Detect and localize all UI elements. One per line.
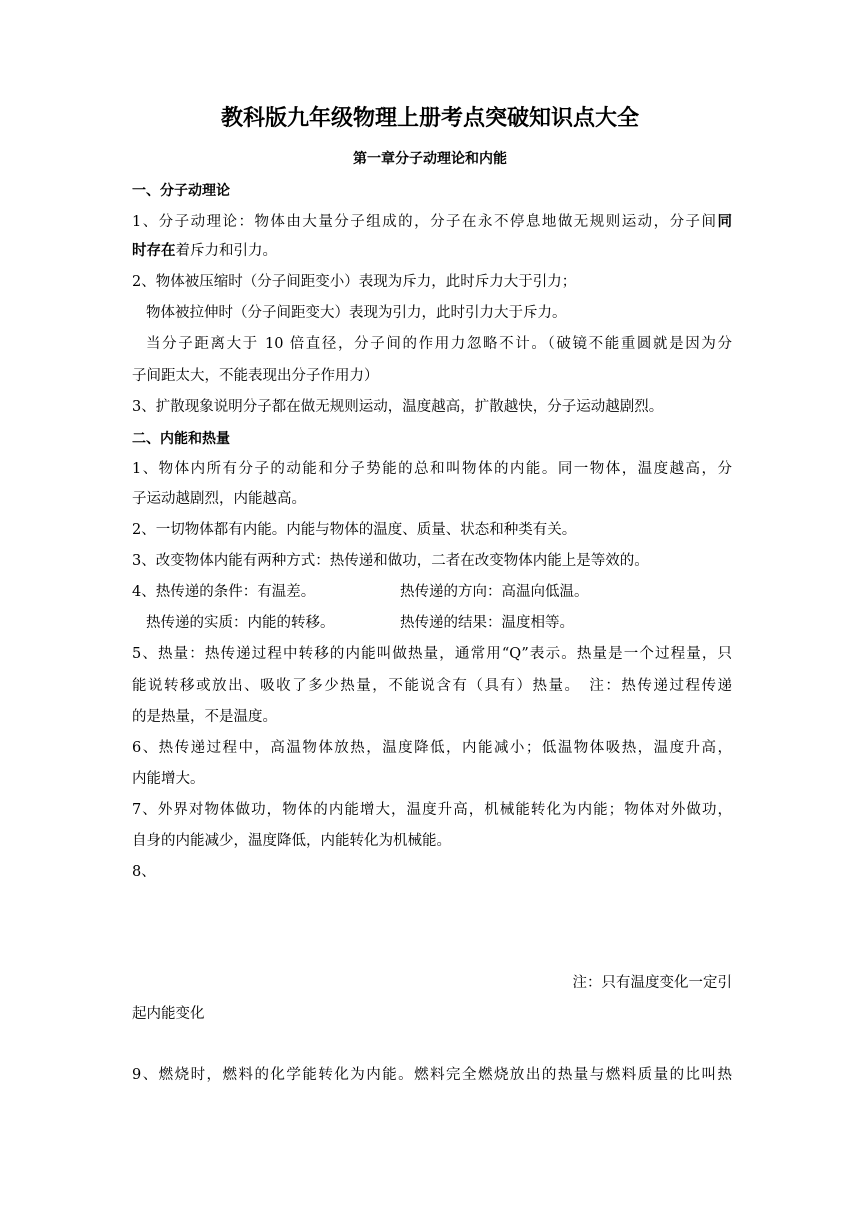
s2-paragraph-7-line-1: 7、外界对物体做功，物体的内能增大，温度升高，机械能转化为内能；物体对外做功，	[132, 802, 732, 818]
chapter-title: 第一章分子动理论和内能	[353, 151, 507, 167]
paragraph-3: 3、扩散现象说明分子都在做无规则运动，温度越高，扩散越快，分子运动越剧烈。	[132, 399, 664, 415]
paragraph-2-line-3: 当分子距离大于 10 倍直径，分子间的作用力忽略不计。（破镜不能重圆就是因为分	[146, 336, 732, 352]
s2-paragraph-6-line-1: 6、热传递过程中，高温物体放热，温度降低，内能减小；低温物体吸热，温度升高，	[132, 740, 732, 756]
text-run: 热传递的方向：高温向低温。	[400, 584, 589, 600]
text-run: 4、热传递的条件：有温差。	[132, 584, 316, 600]
s2-paragraph-3: 3、改变物体内能有两种方式：热传递和做功，二者在改变物体内能上是等效的。	[132, 553, 649, 569]
text-run: 1、分子动理论：物体由大量分子组成的，分子在永不停息地做无规则运动，分子间	[132, 214, 718, 230]
paragraph-2-line-1: 2、物体被压缩时（分子间距变小）表现为斥力，此时斥力大于引力；	[132, 274, 577, 290]
paragraph-1-line-1	[132, 211, 732, 233]
s2-paragraph-8: 8、	[132, 864, 156, 880]
bold-text: 同	[717, 214, 732, 230]
s2-paragraph-4-line-1	[132, 581, 732, 603]
s2-paragraph-5-line-3: 的是热量，不是温度。	[132, 709, 277, 725]
paragraph-2-line-4: 子间距太大，不能表现出分子作用力）	[132, 368, 379, 384]
text-run: 着斥力和引力。	[175, 243, 277, 259]
s2-paragraph-6-line-2: 内能增大。	[132, 771, 205, 787]
s2-paragraph-1-line-2: 子运动越剧烈，内能越高。	[132, 491, 306, 507]
s2-paragraph-7-line-2: 自身的内能减少，温度降低，内能转化为机械能。	[132, 833, 451, 849]
text-run: 热传递的实质：内能的转移。	[146, 615, 335, 631]
section-heading-molecular-theory: 一、分子动理论	[132, 183, 230, 199]
paragraph-2-line-2: 物体被拉伸时（分子间距变大）表现为引力，此时引力大于斥力。	[146, 305, 567, 321]
s2-paragraph-9: 9、燃烧时，燃料的化学能转化为内能。燃料完全燃烧放出的热量与燃料质量的比叫热	[132, 1067, 732, 1083]
document-title: 教科版九年级物理上册考点突破知识点大全	[220, 106, 639, 131]
text-run: 热传递的结果：温度相等。	[400, 615, 574, 631]
note-line-2: 起内能变化	[132, 1006, 205, 1022]
s2-paragraph-5-line-2: 能说转移或放出、吸收了多少热量，不能说含有（具有）热量。 注：热传递过程传递	[132, 678, 732, 694]
s2-paragraph-5-line-1: 5、热量：热传递过程中转移的内能叫做热量，通常用“Q”表示。热量是一个过程量，只	[132, 646, 732, 662]
section-heading-internal-energy: 二、内能和热量	[132, 431, 230, 447]
s2-paragraph-1-line-1: 1、物体内所有分子的动能和分子势能的总和叫物体的内能。同一物体，温度越高，分	[132, 461, 732, 477]
bold-text: 时存在	[132, 243, 176, 259]
s2-paragraph-4-line-2	[146, 612, 746, 634]
note-line-1: 注：只有温度变化一定引	[572, 975, 732, 991]
s2-paragraph-2: 2、一切物体都有内能。内能与物体的温度、质量、状态和种类有关。	[132, 522, 577, 538]
paragraph-1-line-2	[132, 240, 732, 262]
